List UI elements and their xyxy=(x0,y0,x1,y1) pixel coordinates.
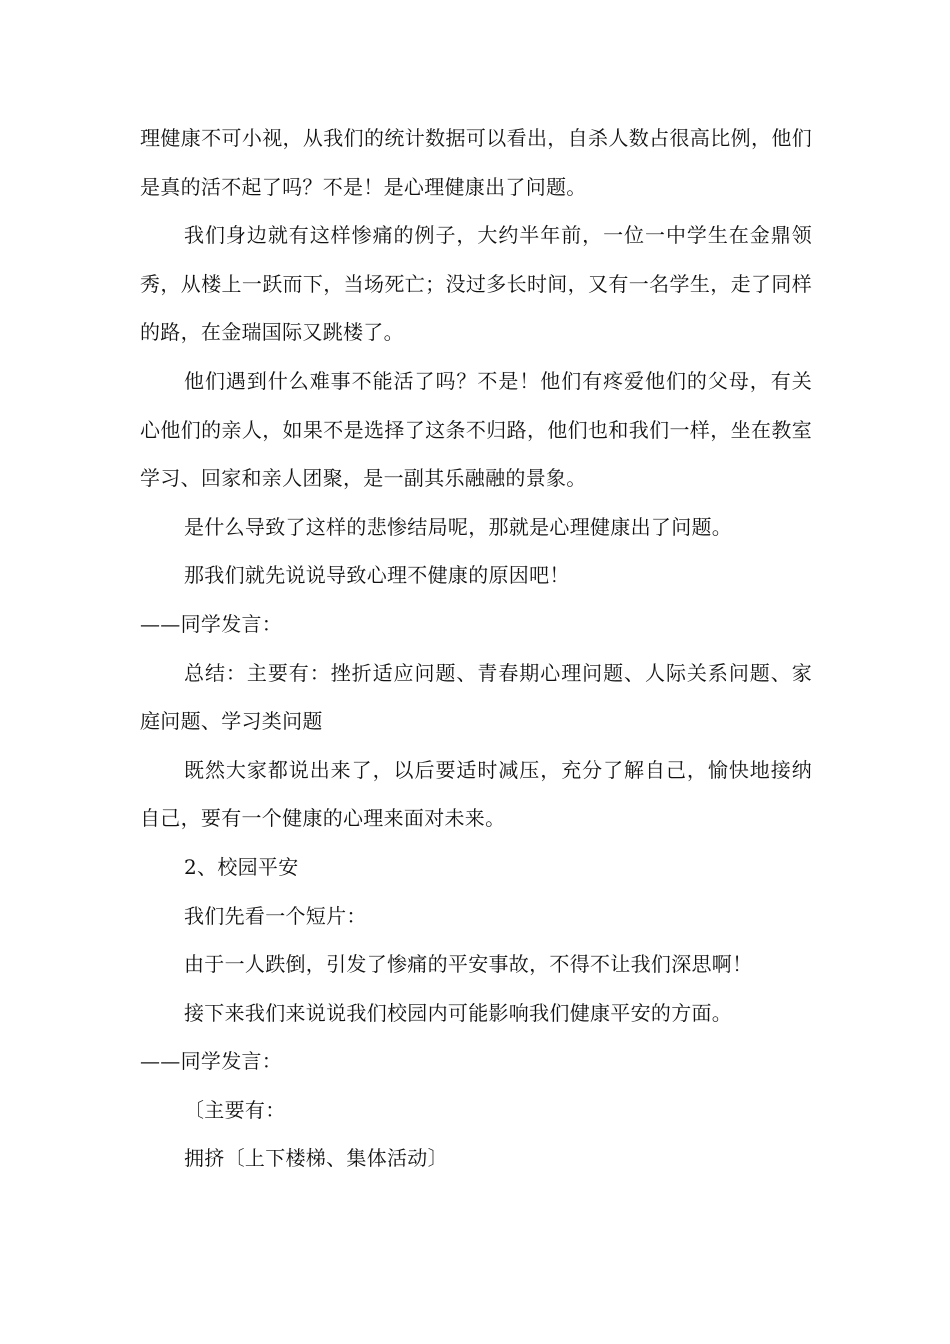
paragraph-4: 是什么导致了这样的悲惨结局呢，那就是心理健康出了问题。 xyxy=(184,514,733,539)
paragraph-1: 理健康不可小视，从我们的统计数据可以看出，自杀人数占很高比例，他们是真的活不起了吗？不是！是心理健康出了问题。 xyxy=(140,126,812,199)
paragraph-14: 〔主要有： xyxy=(184,1097,286,1122)
paragraph-12: 接下来我们来说说我们校园内可能影响我们健康平安的方面。 xyxy=(184,1000,733,1025)
paragraph-3: 他们遇到什么难事不能活了吗？不是！他们有疼爱他们的父母，有关心他们的亲人，如果不是选择了这条不归路，他们也和我们一样，坐在教室学习、回家和亲人团聚，是一副其乐融融的景象。 xyxy=(140,368,812,491)
paragraph-6: ——同学发言： xyxy=(140,611,283,636)
paragraph-9: 2、校园平安 xyxy=(184,854,299,879)
document-body xyxy=(140,114,812,1183)
paragraph-13: ——同学发言： xyxy=(140,1049,283,1074)
paragraph-15: 拥挤〔上下楼梯、集体活动〕 xyxy=(184,1146,448,1171)
paragraph-5: 那我们就先说说导致心理不健康的原因吧！ xyxy=(184,563,570,588)
paragraph-2: 我们身边就有这样惨痛的例子，大约半年前，一位一中学生在金鼎领秀，从楼上一跃而下，当场死亡；没过多长时间，又有一名学生，走了同样的路，在金瑞国际又跳楼了。 xyxy=(140,223,812,345)
paragraph-10: 我们先看一个短片： xyxy=(184,903,367,928)
paragraph-7: 总结：主要有：挫折适应问题、青春期心理问题、人际关系问题、家庭问题、学习类问题 xyxy=(140,660,812,734)
paragraph-8: 既然大家都说出来了，以后要适时减压，充分了解自己，愉快地接纳自己，要有一个健康的心理来面对未来。 xyxy=(140,757,812,831)
paragraph-11: 由于一人跌倒，引发了惨痛的平安事故，不得不让我们深思啊！ xyxy=(184,952,753,977)
